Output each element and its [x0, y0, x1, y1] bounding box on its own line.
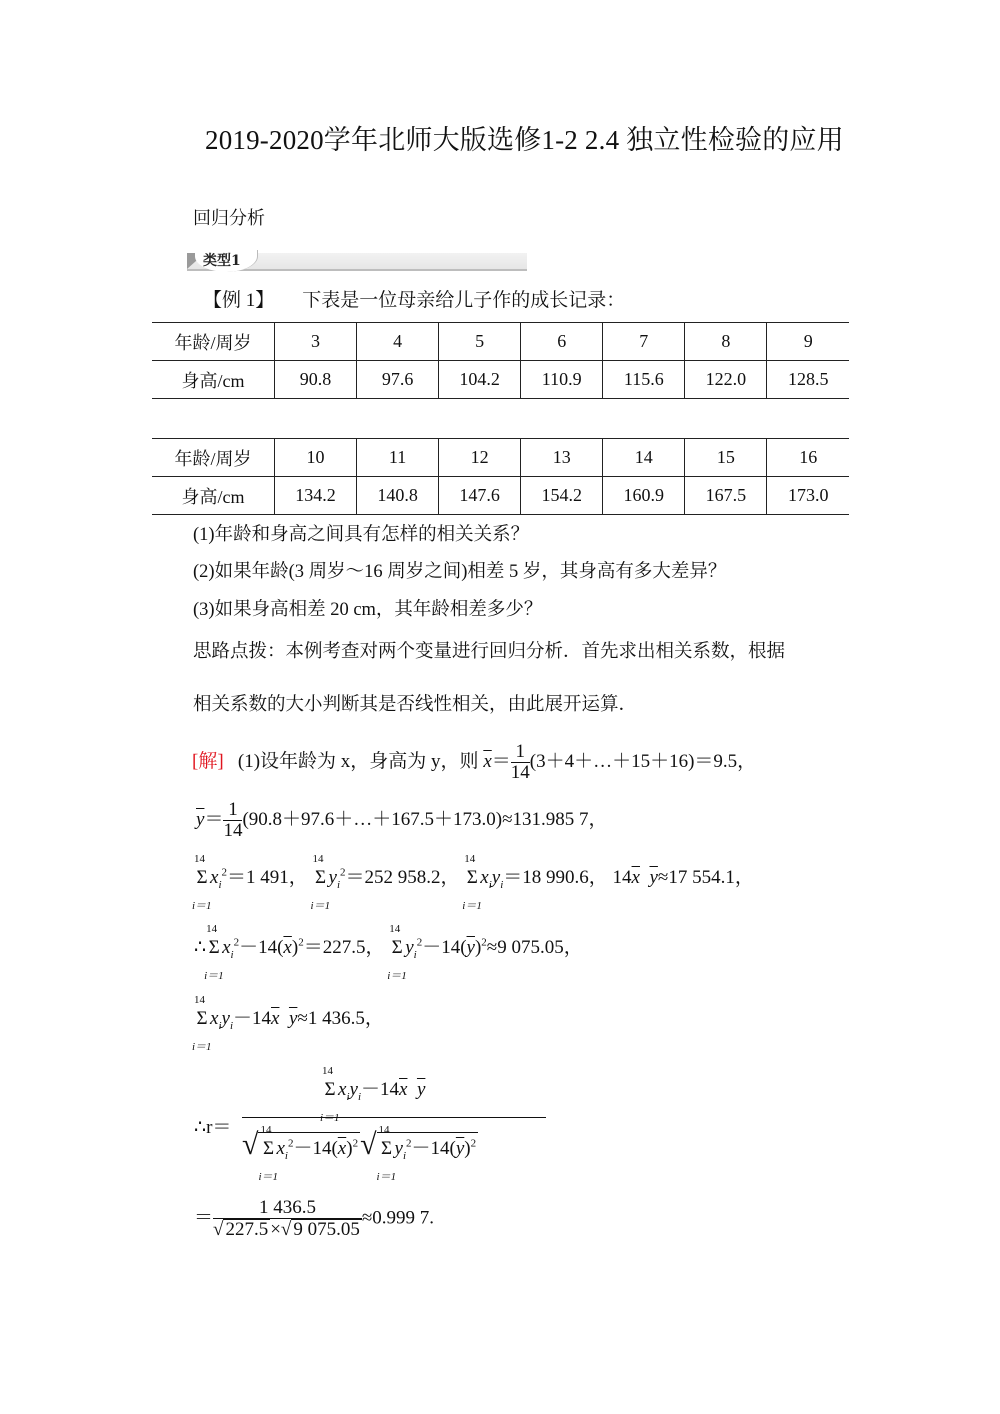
- document-title: 2019-2020学年北师大版选修1-2 2.4 独立性检验的应用: [205, 125, 844, 155]
- table-cell: 122.0: [685, 361, 767, 399]
- sqrt-icon: √: [360, 1128, 377, 1161]
- table-cell: 6: [521, 323, 603, 361]
- sum-y-squared: ＝252 958.2，: [345, 867, 460, 888]
- hint-line-2: 相关系数的大小判断其是否线性相关，由此展开运算．: [193, 694, 638, 715]
- table-cell: 16: [767, 439, 849, 477]
- table-row-height: [152, 361, 849, 399]
- sigma-icon: Σ 14 i＝1: [192, 853, 212, 912]
- solution-intro: (1)设年龄为 x，身高为 y，则: [237, 750, 479, 772]
- r-formula: [194, 1065, 574, 1183]
- table-cell: 160.9: [603, 477, 685, 515]
- sxy-value: ≈1 436.5，: [297, 1008, 384, 1029]
- table-cell: 97.6: [357, 361, 439, 399]
- question-1: (1)年龄和身高之间具有怎样的相关关系？: [193, 525, 530, 545]
- table-row-age: [152, 323, 849, 361]
- table-cell: 14: [603, 439, 685, 477]
- y-bar: $\overline{y}$: [196, 808, 205, 830]
- table-cell: 128.5: [767, 361, 849, 399]
- n-xbar-ybar: ≈17 554.1，: [657, 867, 754, 888]
- result-line: ＝ $\frac{1 436.5}{√ 227.5 \times√ 9 075.05}$ ≈0.999 7.: [194, 1197, 435, 1240]
- solution-line-2: $\overline{y}=$ $\frac{1}{14}$ (90.8＋97.6＋…＋167.5＋173.0)≈131.985 7，: [196, 799, 608, 841]
- table-cell: 167.5: [685, 477, 767, 515]
- fraction-bar: [242, 1117, 546, 1118]
- table-cell: 140.8: [357, 477, 439, 515]
- growth-table-1: [152, 322, 849, 399]
- table-row-age: [152, 439, 849, 477]
- table-cell: 5: [439, 323, 521, 361]
- x-bar: $\overline{x}$: [483, 750, 492, 772]
- question-3: (3)如果身高相差 20 cm，其年龄相差多少？: [193, 600, 543, 620]
- table-cell: 110.9: [521, 361, 603, 399]
- table-cell: 13: [521, 439, 603, 477]
- hint-line-1: 思路点拨：本例考查对两个变量进行回归分析．首先求出相关系数，根据: [193, 641, 786, 662]
- table-cell: 11: [357, 439, 439, 477]
- table-cell: 12: [439, 439, 521, 477]
- sxx-value: ＝227.5，: [303, 937, 385, 958]
- table-row-height: [152, 477, 849, 515]
- solution-line-5: Σ 14 i＝1 $x_iy_i-14\overline{x}$ $\overline{y}\approx 1$ 436.5，: [192, 994, 384, 1053]
- table-cell: 115.6: [603, 361, 685, 399]
- y-bar-expression: (90.8＋97.6＋…＋167.5＋173.0)≈131.985 7，: [242, 808, 608, 830]
- syy-value: ≈9 075.05，: [486, 937, 583, 958]
- banner-label: 类型1: [203, 253, 241, 269]
- r-denominator: √ Σ 14 i＝1 $x_i^2-14(\overline{x})^2√$ Σ 14 i＝1 $y_i^2-14(\overline{y})^2$: [242, 1124, 477, 1183]
- sigma-icon: Σ 14 i＝1: [204, 923, 224, 982]
- growth-table-2: [152, 438, 849, 515]
- sqrt-icon: √: [242, 1128, 259, 1161]
- r-numerator: Σ 14 i＝1 $x_iy_i-14\overline{x}$ $\overline{y}$: [320, 1065, 426, 1124]
- example-tag: 【例 1】: [203, 290, 275, 311]
- result-value: ≈0.999 7.: [361, 1207, 435, 1229]
- table-cell: 173.0: [767, 477, 849, 515]
- sigma-icon: Σ 14 i＝1: [192, 994, 212, 1053]
- table-cell: 8: [685, 323, 767, 361]
- row-header: 身高/cm: [152, 361, 275, 399]
- fraction: $\frac{1}{14}$: [510, 741, 530, 783]
- question-2: (2)如果年龄(3 周岁～16 周岁之间)相差 5 岁，其身高有多大差异？: [193, 562, 727, 582]
- result-fraction: $\frac{1 436.5}{√ 227.5 \times√ 9 075.05}$: [213, 1197, 360, 1240]
- sqrt-icon: √: [213, 1218, 224, 1240]
- table-cell: 7: [603, 323, 685, 361]
- sum-x-squared: ＝1 491，: [227, 867, 308, 888]
- table-cell: 15: [685, 439, 767, 477]
- row-header: 年龄/周岁: [152, 439, 275, 477]
- solution-tag: [解]: [192, 750, 224, 772]
- table-cell: 3: [275, 323, 357, 361]
- type-banner: [187, 250, 527, 272]
- solution-line-3: Σ 14 i＝1 $x_i^2=1$ 491， Σ 14 i＝1 $y_i^2=252$ 958.2， Σ 14 i＝1 $x_iy_i=18$ 990.6， $14\overline{x}$ $\overline{y}\approx 17$ 554.1，: [192, 853, 754, 912]
- solution-line-4: ∴ Σ 14 i＝1 $x_i^2-14(\overline{x})^2=227.5$， Σ 14 i＝1 $y_i^2-14(\overline{y})^2\approx 9$ 075.05，: [194, 923, 583, 982]
- sum-xy: ＝18 990.6，: [503, 867, 608, 888]
- solution-line-1: [解] (1)设年龄为 x，身高为 y，则 $\overline{x}=$ $\frac{1}{14}$ (3＋4＋…＋15＋16)＝9.5，: [192, 741, 757, 783]
- example-statement: [203, 285, 625, 312]
- x-bar-expression: (3＋4＋…＋15＋16)＝9.5，: [529, 750, 757, 772]
- sigma-icon: Σ 14 i＝1: [462, 853, 482, 912]
- table-cell: 147.6: [439, 477, 521, 515]
- table-cell: 9: [767, 323, 849, 361]
- example-text: 下表是一位母亲给儿子作的成长记录：: [302, 290, 626, 311]
- table-cell: 134.2: [275, 477, 357, 515]
- row-header: 年龄/周岁: [152, 323, 275, 361]
- table-cell: 90.8: [275, 361, 357, 399]
- table-cell: 154.2: [521, 477, 603, 515]
- section-heading: 回归分析: [193, 208, 265, 229]
- sigma-icon: Σ 14 i＝1: [310, 853, 331, 912]
- row-header: 身高/cm: [152, 477, 275, 515]
- sqrt-icon: √: [280, 1218, 292, 1240]
- fraction: $\frac{1}{14}$: [223, 799, 243, 841]
- sigma-icon: Σ 14 i＝1: [387, 923, 407, 982]
- table-cell: 104.2: [439, 361, 521, 399]
- r-label: ∴r＝: [194, 1117, 232, 1138]
- table-cell: 10: [275, 439, 357, 477]
- sigma-icon: Σ 14 i＝1: [320, 1065, 340, 1124]
- table-cell: 4: [357, 323, 439, 361]
